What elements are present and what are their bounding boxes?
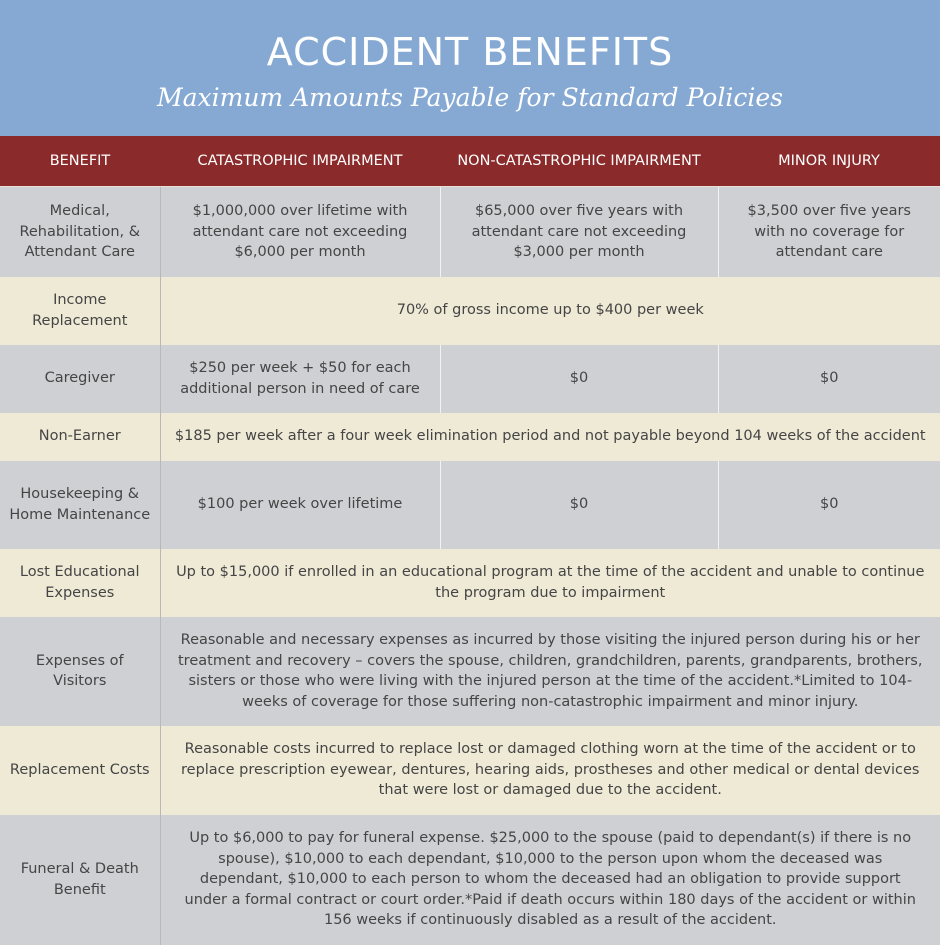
benefit-name: Expenses of Visitors [0, 617, 160, 726]
minor-injury-cell: $3,500 over five years with no coverage for attendant care [718, 187, 940, 277]
column-header-non-catastrophic: NON-CATASTROPHIC IMPAIRMENT [440, 136, 718, 187]
page-header [0, 0, 940, 136]
all-categories-cell: Reasonable costs incurred to replace lost or damaged clothing worn at the time of the accident or to replace prescription eyewear, dentures, hearing aids, prostheses and other medical or dental devices that were lost or damaged due to the accident. [160, 726, 940, 815]
benefit-name: Non-Earner [0, 413, 160, 461]
benefit-name: Lost Educational Expenses [0, 549, 160, 617]
minor-injury-cell: $0 [718, 461, 940, 549]
table-row [0, 617, 940, 726]
column-header-minor-injury: MINOR INJURY [718, 136, 940, 187]
table-row [0, 345, 940, 413]
all-categories-cell: $185 per week after a four week elimination period and not payable beyond 104 weeks of the accident [160, 413, 940, 461]
all-categories-cell: 70% of gross income up to $400 per week [160, 277, 940, 345]
table-row [0, 461, 940, 549]
table-header-row [0, 136, 940, 187]
table-row [0, 549, 940, 617]
benefit-name: Housekeeping & Home Maintenance [0, 461, 160, 549]
table-row [0, 277, 940, 345]
benefit-name: Replacement Costs [0, 726, 160, 815]
page-title: ACCIDENT BENEFITS [266, 30, 674, 74]
table-row [0, 726, 940, 815]
catastrophic-cell: $1,000,000 over lifetime with attendant care not exceeding $6,000 per month [160, 187, 440, 277]
table-row [0, 413, 940, 461]
non-catastrophic-cell: $0 [440, 461, 718, 549]
benefit-name: Income Replacement [0, 277, 160, 345]
all-categories-cell: Up to $15,000 if enrolled in an educational program at the time of the accident and unable to continue the program due to impairment [160, 549, 940, 617]
column-header-catastrophic: CATASTROPHIC IMPAIRMENT [160, 136, 440, 187]
non-catastrophic-cell: $0 [440, 345, 718, 413]
table-row [0, 187, 940, 277]
all-categories-cell: Reasonable and necessary expenses as incurred by those visiting the injured person during his or her treatment and recovery – covers the spouse, children, grandchildren, parents, grandparents, brothers, sisters or those who were living with the injured person at the time of the accident.*Limited to 104-weeks of coverage for those suffering non-catastrophic impairment and minor injury. [160, 617, 940, 726]
catastrophic-cell: $250 per week + $50 for each additional person in need of care [160, 345, 440, 413]
column-header-benefit: BENEFIT [0, 136, 160, 187]
benefits-table [0, 136, 940, 945]
non-catastrophic-cell: $65,000 over five years with attendant care not exceeding $3,000 per month [440, 187, 718, 277]
all-categories-cell: Up to $6,000 to pay for funeral expense. $25,000 to the spouse (paid to dependant(s) if there is no spouse), $10,000 to each dependant, $10,000 to the person upon whom the deceased was dependant, $10,000 to each person to whom the deceased had an obligation to provide support under a formal contract or court order.*Paid if death occurs within 180 days of the accident or within 156 weeks if continuously disabled as a result of the accident. [160, 815, 940, 945]
catastrophic-cell: $100 per week over lifetime [160, 461, 440, 549]
minor-injury-cell: $0 [718, 345, 940, 413]
page-subtitle: Maximum Amounts Payable for Standard Policies [157, 83, 783, 112]
benefit-name: Funeral & Death Benefit [0, 815, 160, 945]
benefit-name: Medical, Rehabilitation, & Attendant Care [0, 187, 160, 277]
benefit-name: Caregiver [0, 345, 160, 413]
table-row [0, 815, 940, 945]
